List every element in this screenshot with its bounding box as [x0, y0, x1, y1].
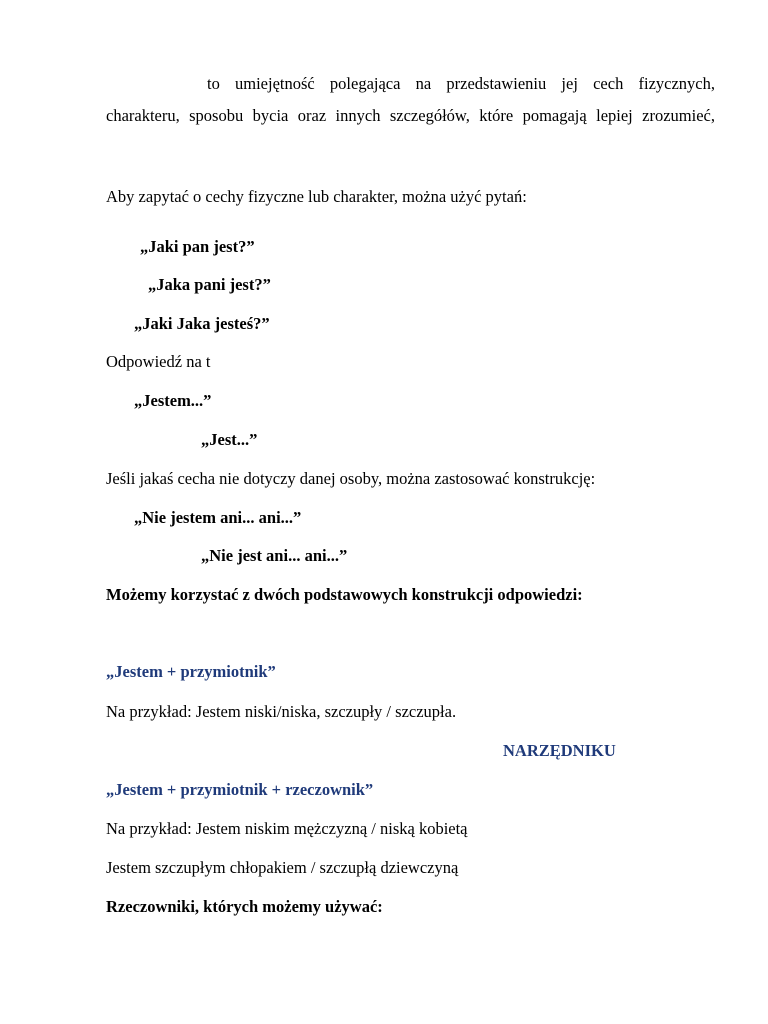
answer-intro: Odpowiedź na t [106, 352, 211, 371]
construction-2-example-1: Na przykład: Jestem niskim mężczyzną / niską kobietą [106, 819, 468, 838]
construction-1-formula: „Jestem + przymiotnik” [106, 662, 276, 681]
question-2: „Jaka pani jest?” [148, 275, 271, 294]
constructions-heading: Możemy korzystać z dwóch podstawowych konstrukcji odpowiedzi: [106, 585, 583, 604]
negation-1: „Nie jestem ani... ani...” [134, 508, 302, 527]
negation-2: „Nie jest ani... ani...” [201, 546, 348, 565]
answer-1: „Jestem...” [134, 391, 212, 410]
construction-1-example: Na przykład: Jestem niski/niska, szczupły / szczupła. [106, 702, 457, 721]
question-intro: Aby zapytać o cechy fizyczne lub charakter, można użyć pytań: [106, 187, 527, 206]
answer-2: „Jest...” [201, 430, 258, 449]
negation-intro: Jeśli jakaś cecha nie dotyczy danej osoby, można zastosować konstrukcję: [106, 469, 596, 488]
paragraph-line-2: charakteru, sposobu bycia oraz innych szczegółów, które pomagają lepiej zrozumieć, [106, 106, 715, 125]
construction-2-example-2: Jestem szczupłym chłopakiem / szczupłą dziewczyną [106, 858, 459, 877]
question-3: „Jaki Jaka jesteś?” [134, 314, 270, 333]
question-1: „Jaki pan jest?” [140, 237, 255, 256]
nouns-heading: Rzeczowniki, których możemy używać: [106, 897, 383, 916]
case-label: NARZĘDNIKU [503, 741, 616, 760]
paragraph-line-1: to umiejętność polegająca na przedstawieniu jej cech fizycznych, [207, 74, 715, 93]
construction-2-formula: „Jestem + przymiotnik + rzeczownik” [106, 780, 374, 799]
